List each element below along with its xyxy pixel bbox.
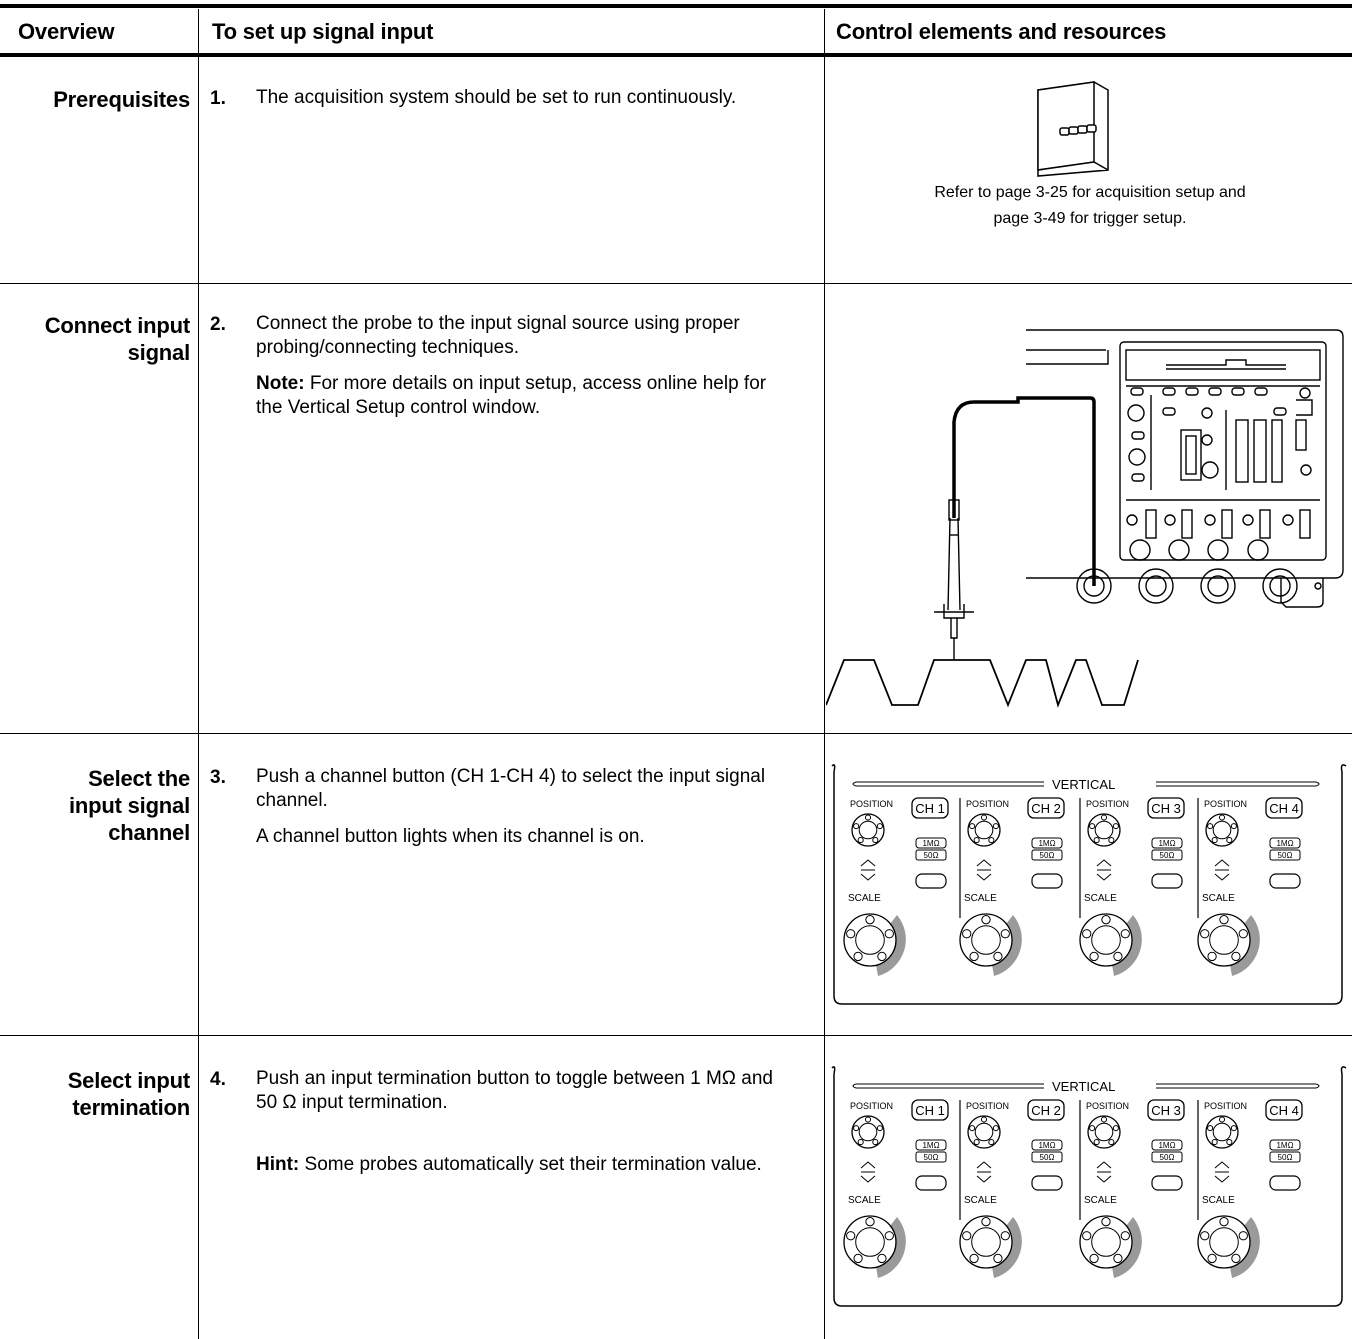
svg-text:CH 3: CH 3 <box>1151 801 1181 816</box>
row-divider <box>0 733 1352 734</box>
blank-button[interactable] <box>1152 1176 1182 1190</box>
overview-prerequisites: Prerequisites <box>53 87 190 112</box>
caption-line: page 3-49 for trigger setup. <box>993 210 1187 227</box>
position-knob[interactable] <box>852 1116 884 1148</box>
scale-knob[interactable] <box>844 914 896 966</box>
blank-button[interactable] <box>1032 1176 1062 1190</box>
adjust-arrows-icon <box>1097 860 1111 880</box>
header-rule <box>0 53 1352 57</box>
position-knob[interactable] <box>852 814 884 846</box>
step-number: 4. <box>210 1069 226 1090</box>
blank-button[interactable] <box>916 1176 946 1190</box>
scale-knob[interactable] <box>1198 914 1250 966</box>
svg-text:1MΩ: 1MΩ <box>1276 839 1294 848</box>
step-detail: A channel button lights when its channel is on. <box>256 826 645 847</box>
svg-text:1MΩ: 1MΩ <box>1038 1141 1056 1150</box>
svg-text:50Ω: 50Ω <box>1039 851 1055 860</box>
step-number: 1. <box>210 88 226 109</box>
position-label: POSITION <box>850 799 894 809</box>
blank-button[interactable] <box>1032 874 1062 888</box>
channel-button[interactable] <box>912 1100 948 1120</box>
note-text: For more details on input setup, access online help for the Vertical Setup control window. <box>256 373 767 418</box>
svg-text:50Ω: 50Ω <box>1159 851 1175 860</box>
scale-knob[interactable] <box>1198 1216 1250 1268</box>
svg-text:CH 1: CH 1 <box>915 1103 945 1118</box>
adjust-arrows-icon <box>861 860 875 880</box>
svg-text:CH 2: CH 2 <box>1031 801 1061 816</box>
channel-button[interactable] <box>1266 798 1302 818</box>
svg-text:50Ω: 50Ω <box>923 1153 939 1162</box>
vertical-panel-illustration <box>826 758 1352 1018</box>
step-instruction: Connect the probe to the input signal source using proper probing/connecting techniques. <box>256 313 740 358</box>
step-text <box>256 765 796 861</box>
position-knob[interactable] <box>1206 1116 1238 1148</box>
svg-text:CH 4: CH 4 <box>1269 801 1299 816</box>
row-divider <box>0 1035 1352 1036</box>
termination-buttons[interactable] <box>1270 838 1300 860</box>
column-divider <box>824 9 825 1339</box>
step-instruction: Push an input termination button to toggle between 1 MΩ and 50 Ω input termination. <box>256 1068 773 1113</box>
termination-buttons[interactable] <box>916 838 946 860</box>
step-note <box>256 372 796 420</box>
step-instruction: Push a channel button (CH 1-CH 4) to select the input signal channel. <box>256 766 766 811</box>
overview-line: Select input <box>67 1068 190 1093</box>
vertical-title: VERTICAL <box>1052 777 1116 792</box>
svg-text:1MΩ: 1MΩ <box>1158 839 1176 848</box>
scale-label: SCALE <box>964 1195 997 1206</box>
svg-text:50Ω: 50Ω <box>1277 1153 1293 1162</box>
channel-button[interactable] <box>1028 798 1064 818</box>
termination-buttons[interactable] <box>916 1140 946 1162</box>
overview-line: input signal <box>68 793 190 818</box>
header-task: To set up signal input <box>212 19 434 44</box>
step-hint <box>256 1153 796 1177</box>
svg-text:CH 2: CH 2 <box>1031 1103 1061 1118</box>
scale-label: SCALE <box>848 1195 881 1206</box>
svg-text:1MΩ: 1MΩ <box>922 1141 940 1150</box>
vertical-title: VERTICAL <box>1052 1079 1116 1094</box>
position-knob[interactable] <box>1088 1116 1120 1148</box>
header-resources: Control elements and resources <box>836 19 1167 44</box>
scale-knob[interactable] <box>960 1216 1012 1268</box>
row-divider <box>0 283 1352 284</box>
position-label: POSITION <box>1204 799 1248 809</box>
manual-book-icon <box>1010 78 1120 178</box>
overview-line: Select the <box>88 766 190 791</box>
step-text <box>256 312 796 432</box>
blank-button[interactable] <box>1270 874 1300 888</box>
overview-line: signal <box>127 340 190 365</box>
blank-button[interactable] <box>1270 1176 1300 1190</box>
svg-text:50Ω: 50Ω <box>1039 1153 1055 1162</box>
column-divider <box>198 9 199 1339</box>
vertical-panel-illustration <box>826 1060 1352 1320</box>
termination-buttons[interactable] <box>1270 1140 1300 1162</box>
adjust-arrows-icon <box>1097 1162 1111 1182</box>
adjust-arrows-icon <box>977 1162 991 1182</box>
termination-buttons[interactable] <box>1032 838 1062 860</box>
overview-line: channel <box>108 820 190 845</box>
position-knob[interactable] <box>968 1116 1000 1148</box>
svg-text:1MΩ: 1MΩ <box>1038 839 1056 848</box>
scale-label: SCALE <box>1084 1195 1117 1206</box>
hint-text: Some probes automatically set their termination value. <box>299 1154 762 1175</box>
oscilloscope-probe-illustration <box>826 320 1346 710</box>
svg-text:50Ω: 50Ω <box>1277 851 1293 860</box>
blank-button[interactable] <box>1152 874 1182 888</box>
channel-button[interactable] <box>1028 1100 1064 1120</box>
scale-label: SCALE <box>964 893 997 904</box>
channel-button[interactable] <box>1266 1100 1302 1120</box>
scale-label: SCALE <box>1202 1195 1235 1206</box>
hint-label: Hint: <box>256 1154 300 1175</box>
table-top-rule <box>0 4 1352 8</box>
scale-knob[interactable] <box>1080 1216 1132 1268</box>
termination-buttons[interactable] <box>1032 1140 1062 1162</box>
position-label: POSITION <box>850 1101 894 1111</box>
svg-text:CH 3: CH 3 <box>1151 1103 1181 1118</box>
overview-line: Connect input <box>44 313 190 338</box>
svg-text:CH 1: CH 1 <box>915 801 945 816</box>
svg-text:CH 4: CH 4 <box>1269 1103 1299 1118</box>
scale-knob[interactable] <box>1080 914 1132 966</box>
scale-knob[interactable] <box>960 914 1012 966</box>
scale-label: SCALE <box>1084 893 1117 904</box>
channel-button[interactable] <box>912 798 948 818</box>
channel-button[interactable] <box>1148 798 1184 818</box>
svg-text:1MΩ: 1MΩ <box>1276 1141 1294 1150</box>
position-knob[interactable] <box>1206 814 1238 846</box>
position-label: POSITION <box>966 799 1010 809</box>
adjust-arrows-icon <box>861 1162 875 1182</box>
step-instruction: The acquisition system should be set to run continuously. <box>256 87 737 108</box>
adjust-arrows-icon <box>1215 1162 1229 1182</box>
svg-text:1MΩ: 1MΩ <box>1158 1141 1176 1150</box>
adjust-arrows-icon <box>1215 860 1229 880</box>
overview-line: termination <box>72 1095 190 1120</box>
position-label: POSITION <box>1086 799 1130 809</box>
adjust-arrows-icon <box>977 860 991 880</box>
position-label: POSITION <box>1086 1101 1130 1111</box>
step-number: 2. <box>210 314 226 335</box>
termination-buttons[interactable] <box>1152 838 1182 860</box>
svg-text:50Ω: 50Ω <box>1159 1153 1175 1162</box>
step-number: 3. <box>210 767 226 788</box>
manual-caption <box>830 180 1350 232</box>
step-text <box>256 1067 796 1189</box>
overview-select-channel <box>0 765 190 846</box>
channel-button[interactable] <box>1148 1100 1184 1120</box>
blank-button[interactable] <box>916 874 946 888</box>
caption-line: Refer to page 3-25 for acquisition setup and <box>934 184 1246 201</box>
step-text <box>256 86 796 122</box>
overview-select-termination <box>0 1067 190 1121</box>
svg-text:1MΩ: 1MΩ <box>922 839 940 848</box>
scale-label: SCALE <box>1202 893 1235 904</box>
position-label: POSITION <box>966 1101 1010 1111</box>
position-label: POSITION <box>1204 1101 1248 1111</box>
svg-text:50Ω: 50Ω <box>923 851 939 860</box>
scale-label: SCALE <box>848 893 881 904</box>
note-label: Note: <box>256 373 305 394</box>
header-overview: Overview <box>18 19 115 44</box>
scale-knob[interactable] <box>844 1216 896 1268</box>
overview-connect-input <box>0 312 190 366</box>
position-knob[interactable] <box>1088 814 1120 846</box>
termination-buttons[interactable] <box>1152 1140 1182 1162</box>
position-knob[interactable] <box>968 814 1000 846</box>
